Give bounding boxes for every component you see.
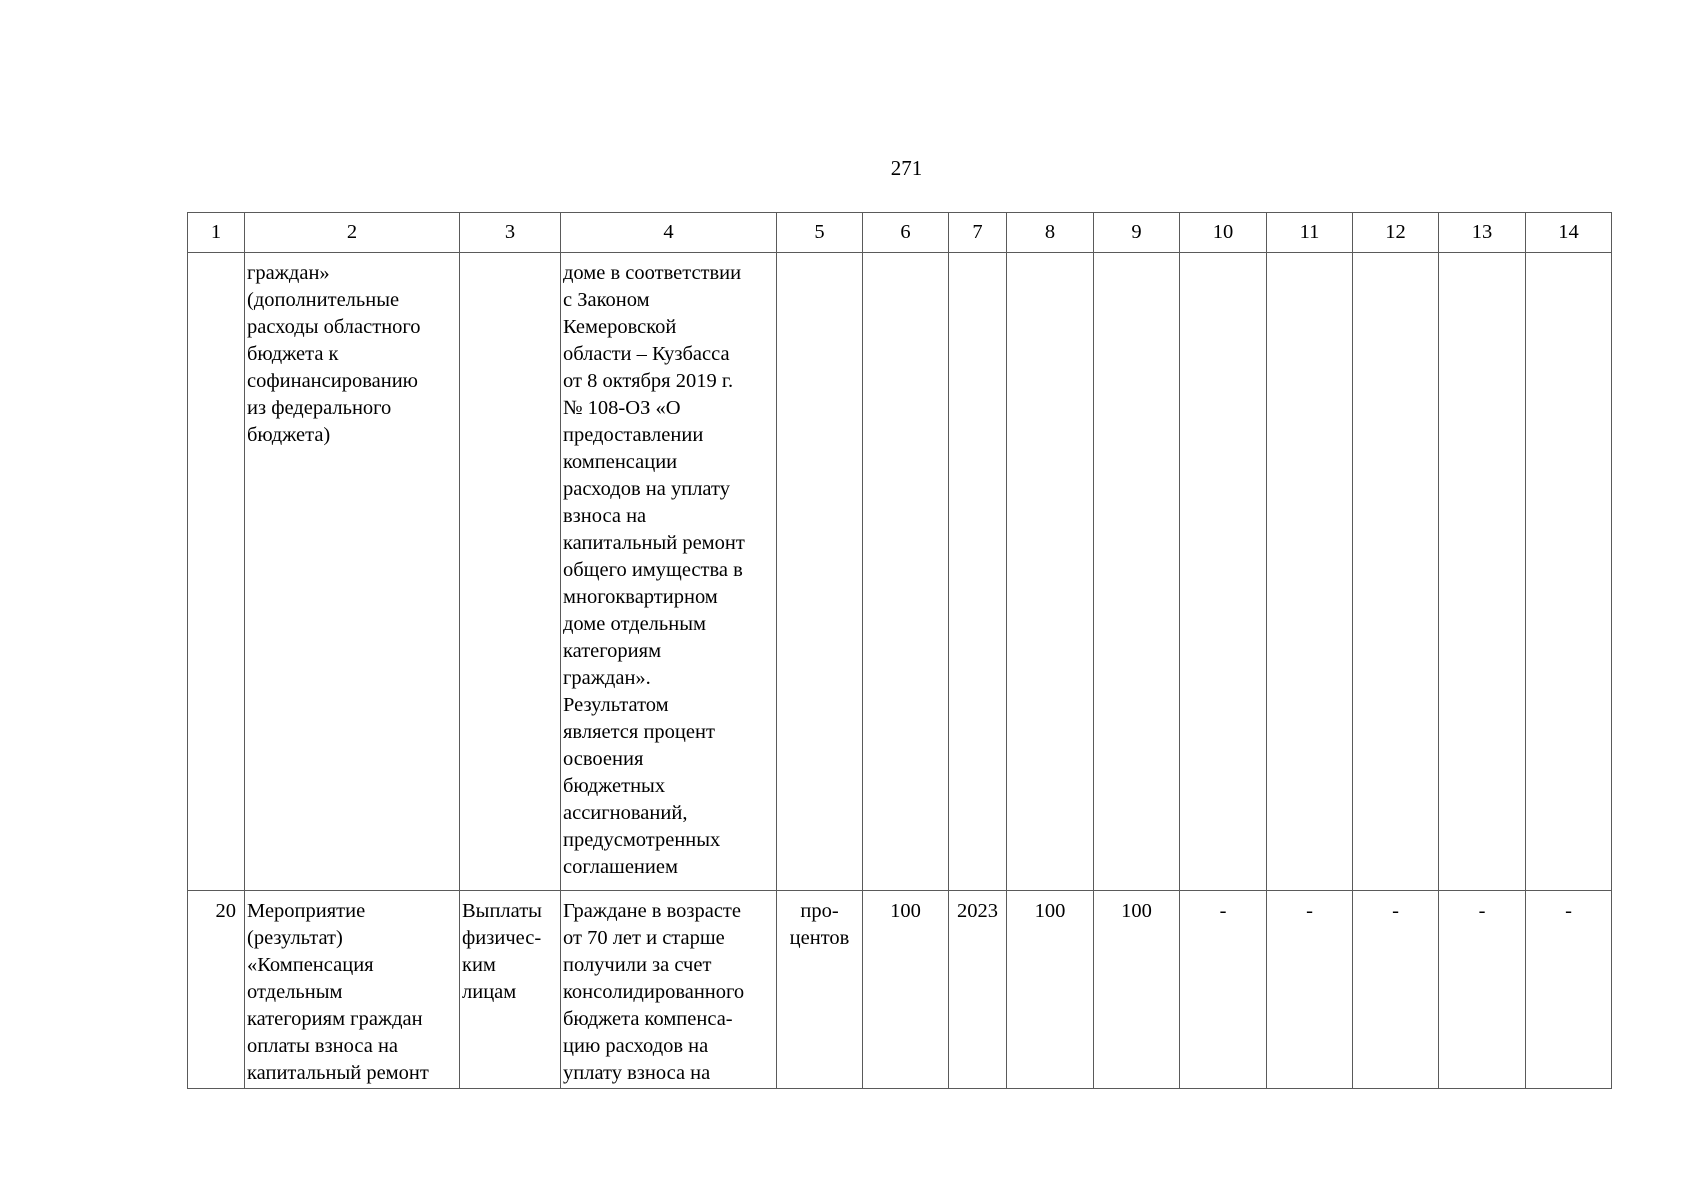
column-header-6: 6 [863, 213, 949, 253]
column-header-14: 14 [1526, 213, 1612, 253]
cell-base-value: 100 [863, 891, 949, 1089]
cell-base-year: 2023 [949, 891, 1007, 1089]
column-header-11: 11 [1267, 213, 1353, 253]
table-header-row [188, 213, 1612, 253]
cell-value-9: 100 [1094, 891, 1180, 1089]
cell-value-8: 100 [1007, 891, 1094, 1089]
data-table [187, 212, 1612, 1089]
cell-value-12 [1353, 253, 1439, 891]
cell-base-value [863, 253, 949, 891]
cell-value-12: - [1353, 891, 1439, 1089]
cell-value-13: - [1439, 891, 1526, 1089]
cell-value-14: - [1526, 891, 1612, 1089]
column-header-13: 13 [1439, 213, 1526, 253]
cell-type [460, 253, 561, 891]
cell-value-10 [1180, 253, 1267, 891]
cell-value-14 [1526, 253, 1612, 891]
cell-description: доме в соответствии с Законом Кемеровской области – Кузбасса от 8 октября 2019 г. № 108-ОЗ «О предоставлении компенсации расходов на уплату взноса на капитальный ремонт общего имущества в многоквартирном доме отдельным категориям граждан». Результатом является процент освоения бюджетных ассигнований, предусмотренных соглашением [561, 253, 777, 891]
cell-value-11 [1267, 253, 1353, 891]
column-header-3: 3 [460, 213, 561, 253]
table-row-20 [188, 891, 1612, 1089]
cell-unit [777, 253, 863, 891]
table-row-continuation [188, 253, 1612, 891]
cell-event-name: граждан» (дополнительные расходы областного бюджета к софинансированию из федерального бюджета) [245, 253, 460, 891]
cell-value-11: - [1267, 891, 1353, 1089]
column-header-2: 2 [245, 213, 460, 253]
column-header-1: 1 [188, 213, 245, 253]
column-header-4: 4 [561, 213, 777, 253]
cell-number [188, 253, 245, 891]
cell-value-10: - [1180, 891, 1267, 1089]
cell-number: 20 [188, 891, 245, 1089]
column-header-9: 9 [1094, 213, 1180, 253]
cell-type: Выплаты физичес- ким лицам [460, 891, 561, 1089]
cell-base-year [949, 253, 1007, 891]
column-header-5: 5 [777, 213, 863, 253]
cell-value-8 [1007, 253, 1094, 891]
page-number: 271 [890, 156, 923, 180]
cell-event-name: Мероприятие (результат) «Компенсация отдельным категориям граждан оплаты взноса на капитальный ремонт [245, 891, 460, 1089]
cell-description: Граждане в возрасте от 70 лет и старше получили за счет консолидированного бюджета компенса- цию расходов на уплату взноса на [561, 891, 777, 1089]
cell-value-13 [1439, 253, 1526, 891]
column-header-12: 12 [1353, 213, 1439, 253]
column-header-8: 8 [1007, 213, 1094, 253]
column-header-10: 10 [1180, 213, 1267, 253]
cell-value-9 [1094, 253, 1180, 891]
column-header-7: 7 [949, 213, 1007, 253]
cell-unit: про- центов [777, 891, 863, 1089]
